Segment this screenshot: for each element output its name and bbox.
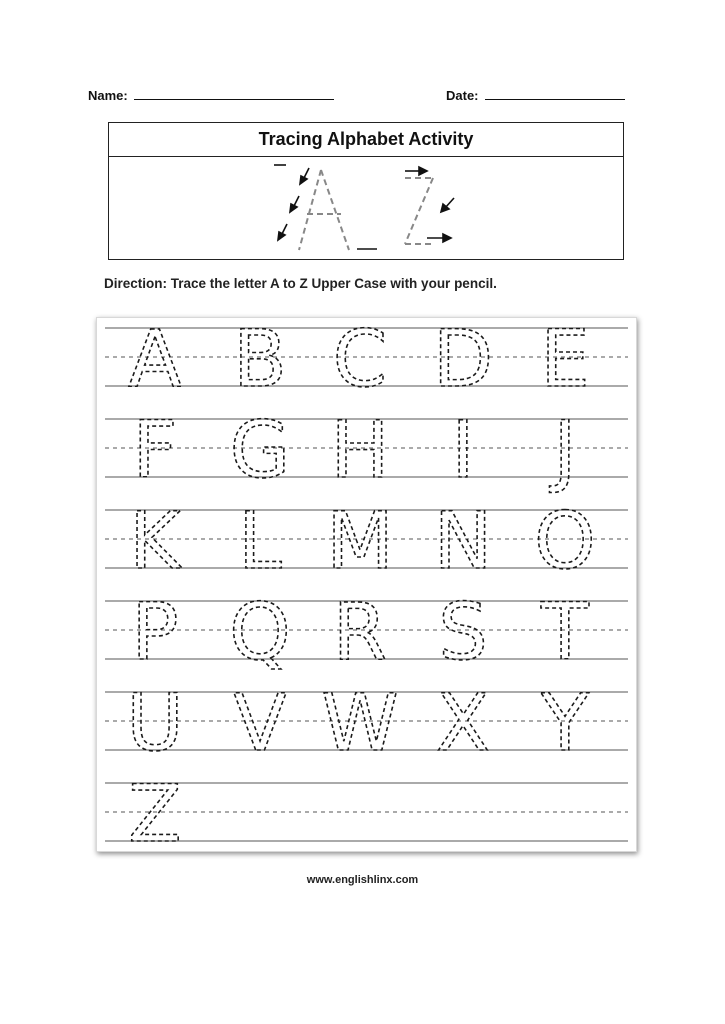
trace-letter-p[interactable]: P: [131, 588, 179, 678]
trace-letter-u[interactable]: U: [126, 679, 184, 769]
demo-arrow-icons-a: [274, 165, 309, 240]
title-box: [108, 122, 624, 260]
trace-letter-m[interactable]: M: [326, 497, 394, 587]
trace-letter-v[interactable]: V: [233, 679, 287, 769]
trace-letter-g[interactable]: G: [229, 406, 291, 496]
trace-letter-w[interactable]: W: [321, 679, 399, 769]
trace-letter-z[interactable]: Z: [128, 770, 182, 851]
trace-letter-o[interactable]: O: [534, 497, 596, 587]
trace-letter-b[interactable]: B: [233, 318, 287, 405]
trace-letter-f[interactable]: F: [132, 406, 178, 496]
trace-letter-e[interactable]: E: [540, 318, 590, 405]
trace-letter-j[interactable]: J: [553, 406, 577, 496]
page-title: Tracing Alphabet Activity: [109, 123, 623, 157]
trace-letter-d[interactable]: D: [432, 318, 494, 405]
demo-letter-a: [299, 170, 349, 250]
direction-text: Direction: Trace the letter A to Z Upper Case with your pencil.: [104, 276, 497, 291]
name-label: Name:: [88, 88, 128, 103]
trace-letter-c[interactable]: C: [332, 318, 388, 405]
name-blank-line[interactable]: [134, 87, 334, 100]
trace-letter-q[interactable]: Q: [229, 588, 291, 678]
name-field[interactable]: [88, 87, 334, 103]
tracing-grid: [97, 318, 636, 851]
trace-letter-a[interactable]: A: [128, 318, 182, 405]
tracing-panel: [96, 317, 637, 852]
guide-lines-row-6: [105, 783, 628, 841]
trace-letter-i[interactable]: I: [451, 406, 475, 496]
demo-letters: [109, 156, 622, 259]
trace-letter-n[interactable]: N: [433, 497, 493, 587]
date-field[interactable]: [446, 87, 625, 103]
demo-letter-z: [405, 178, 435, 244]
trace-letter-s[interactable]: S: [438, 588, 488, 678]
date-blank-line[interactable]: [485, 87, 625, 100]
trace-letter-r[interactable]: R: [332, 588, 388, 678]
footer-url: www.englishlinx.com: [306, 874, 419, 886]
trace-letter-l[interactable]: L: [238, 497, 282, 587]
trace-letter-h[interactable]: H: [330, 406, 390, 496]
date-label: Date:: [446, 88, 479, 103]
trace-letter-x[interactable]: X: [436, 679, 490, 769]
trace-letter-y[interactable]: Y: [541, 679, 589, 769]
trace-letter-k[interactable]: K: [129, 497, 181, 587]
trace-letter-t[interactable]: T: [541, 588, 589, 678]
